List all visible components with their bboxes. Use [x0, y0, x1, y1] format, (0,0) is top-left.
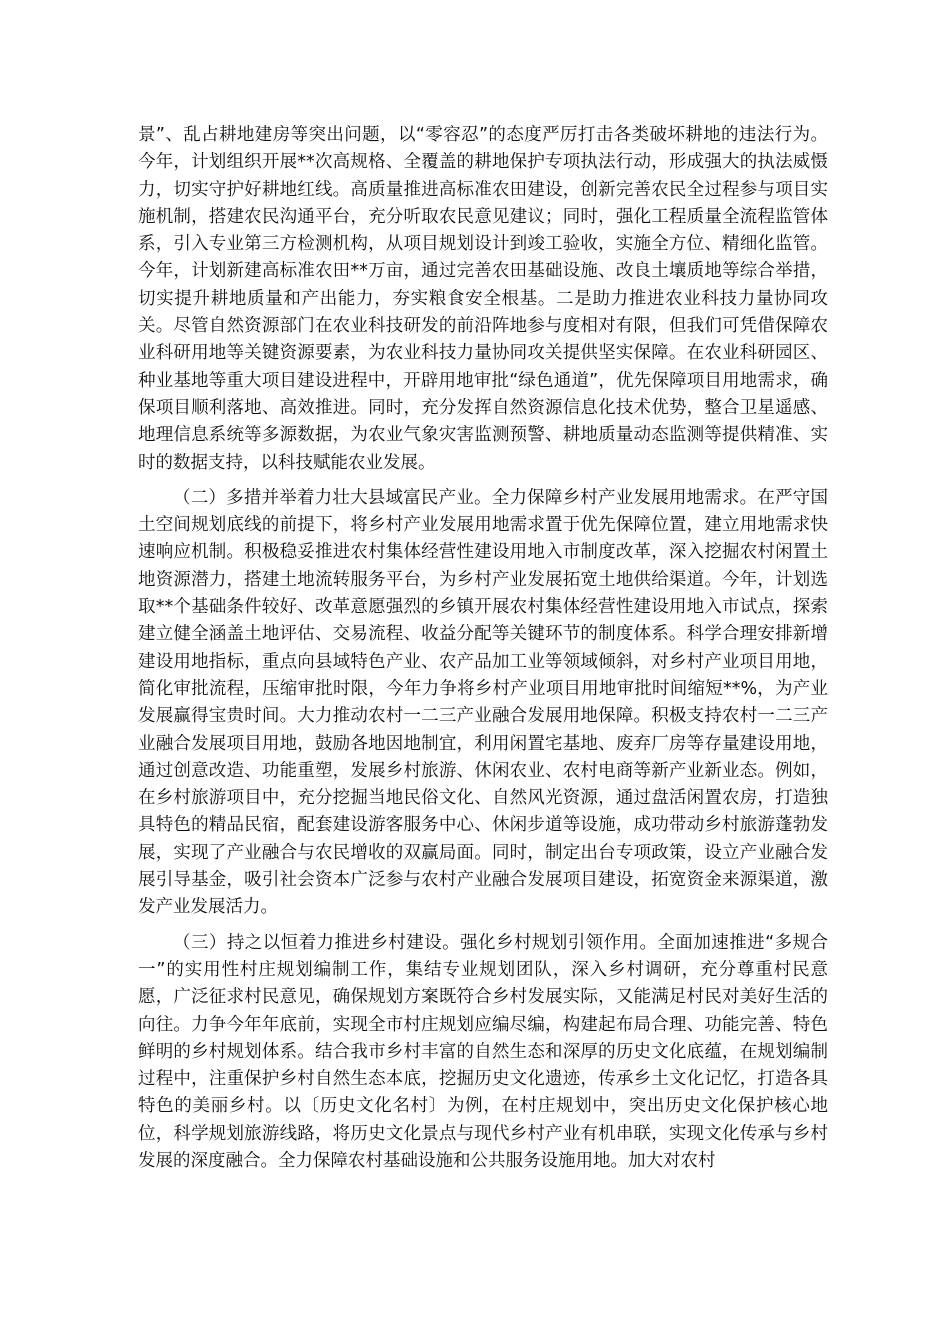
paragraph-section-2: （二）多措并举着力壮大县域富民产业。全力保障乡村产业发展用地需求。在严守国土空间规划底线的前提下，将乡村产业发展用地需求置于优先保障位置，建立用地需求快速响应机制。积极稳妥推进农村集体经营性建设用地入市制度改革，深入挖掘农村闲置土地资源潜力，搭建土地流转服务平台，为乡村产业发展拓宽土地供给渠道。今年，计划选取**个基础条件较好、改革意愿强烈的乡镇开展农村集体经营性建设用地入市试点，探索建立健全涵盖土地评估、交易流程、收益分配等关键环节的制度体系。科学合理安排新增建设用地指标，重点向县域特色产业、农产品加工业等领域倾斜，对乡村产业项目用地，简化审批流程，压缩审批时限，今年力争将乡村产业项目用地审批时间缩短**%，为产业发展赢得宝贵时间。大力推动农村一二三产业融合发展用地保障。积极支持农村一二三产业融合发展项目用地，鼓励各地因地制宜，利用闲置宅基地、废弃厂房等存量建设用地，通过创意改造、功能重塑，发展乡村旅游、休闲农业、农村电商等新产业新业态。例如，在乡村旅游项目中，充分挖掘当地民俗文化、自然风光资源，通过盘活闲置农房，打造独具特色的精品民宿，配套建设游客服务中心、休闲步道等设施，成功带动乡村旅游蓬勃发展，实现了产业融合与农民增收的双赢局面。同时，制定出台专项政策，设立产业融合发展引导基金，吸引社会资本广泛参与农村产业融合发展项目建设，拓宽资金来源渠道，激发产业发展活力。: [138, 487, 828, 918]
document-page: [138, 122, 828, 1183]
paragraph-section-3: （三）持之以恒着力推进乡村建设。强化乡村规划引领作用。全面加速推进“多规合一”的实用性村庄规划编制工作，集结专业规划团队，深入乡村调研，充分尊重村民意愿，广泛征求村民意见，确保规划方案既符合乡村发展实际，又能满足村民对美好生活的向往。力争今年年底前，实现全市村庄规划应编尽编，构建起布局合理、功能完善、特色鲜明的乡村规划体系。结合我市乡村丰富的自然生态和深厚的历史文化底蕴，在规划编制过程中，注重保护乡村自然生态本底，挖掘历史文化遗迹，传承乡土文化记忆，打造各具特色的美丽乡村。以〔历史文化名村〕为例，在村庄规划中，突出历史文化保护核心地位，科学规划旅游线路，将历史文化景点与现代乡村产业有机串联，实现文化传承与乡村发展的深度融合。全力保障农村基础设施和公共服务设施用地。加大对农村: [138, 932, 828, 1171]
paragraph-continued: 景”、乱占耕地建房等突出问题，以“零容忍”的态度严厉打击各类破坏耕地的违法行为。今年，计划组织开展**次高规格、全覆盖的耕地保护专项执法行动，形成强大的执法威慑力，切实守护好耕地红线。高质量推进高标准农田建设，创新完善农民全过程参与项目实施机制，搭建农民沟通平台，充分听取农民意见建议；同时，强化工程质量全流程监管体系，引入专业第三方检测机构，从项目规划设计到竣工验收，实施全方位、精细化监管。今年，计划新建高标准农田**万亩，通过完善农田基础设施、改良土壤质地等综合举措，切实提升耕地质量和产出能力，夯实粮食安全根基。二是助力推进农业科技力量协同攻关。尽管自然资源部门在农业科技研发的前沿阵地参与度相对有限，但我们可凭借保障农业科研用地等关键资源要素，为农业科技力量协同攻关提供坚实保障。在农业科研园区、种业基地等重大项目建设进程中，开辟用地审批“绿色通道”，优先保障项目用地需求，确保项目顺利落地、高效推进。同时，充分发挥自然资源信息化技术优势，整合卫星遥感、地理信息系统等多源数据，为农业气象灾害监测预警、耕地质量动态监测等提供精准、实时的数据支持，以科技赋能农业发展。: [138, 125, 828, 473]
